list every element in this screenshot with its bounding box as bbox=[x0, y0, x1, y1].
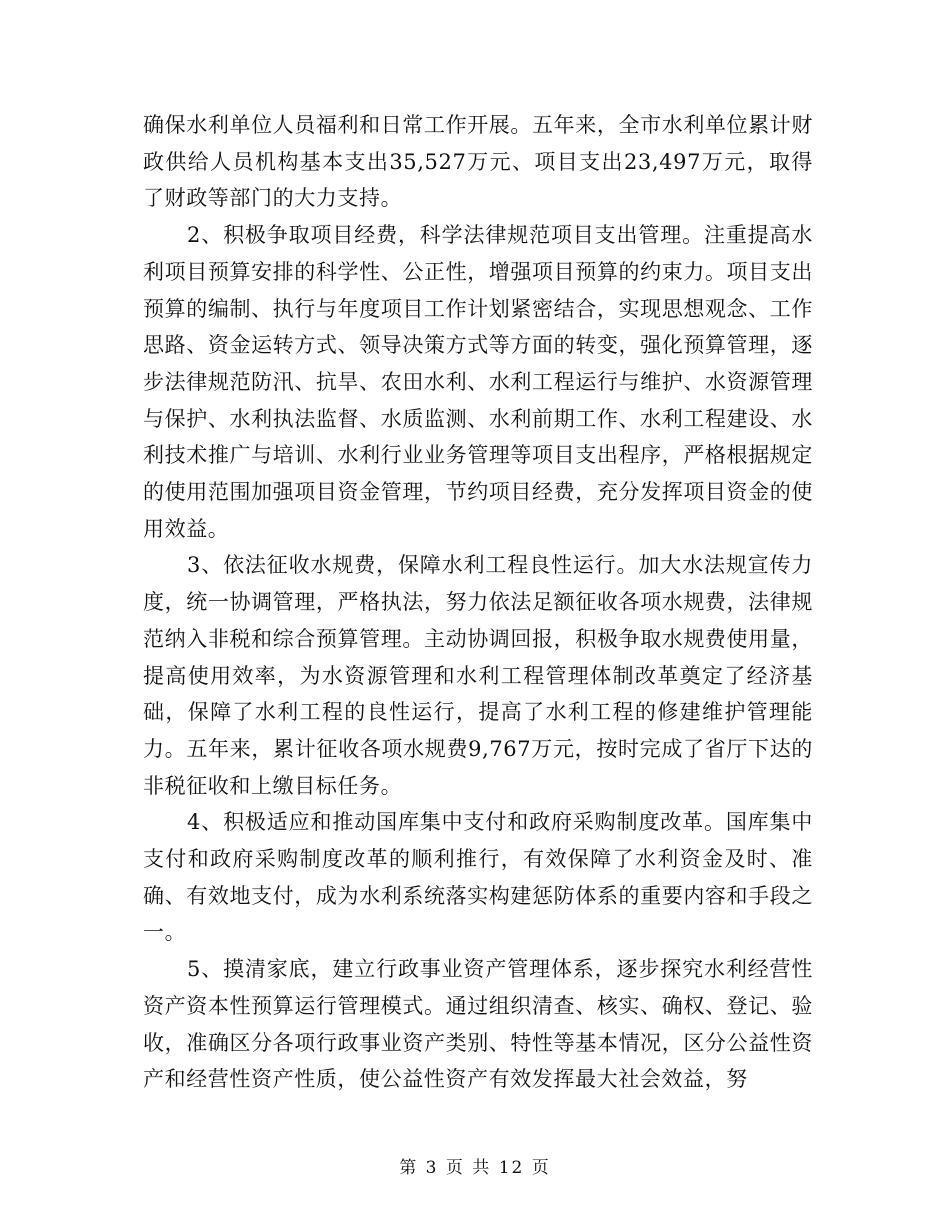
footer-middle: 页 共 bbox=[445, 1158, 492, 1178]
paragraph-continuation: 确保水利单位人员福利和日常工作开展。五年来，全市水利单位累计财政供给人员机构基本支出35,527万元、项目支出23,497万元，取得了财政等部门的大力支持。 bbox=[143, 113, 813, 211]
document-body bbox=[143, 107, 813, 1098]
footer-current-page: 3 bbox=[425, 1158, 439, 1178]
footer-suffix: 页 bbox=[531, 1158, 551, 1178]
paragraph-item-4: 4、积极适应和推动国库集中支付和政府采购制度改革。国库集中支付和政府采购制度改革的顺利推行，有效保障了水利资金及时、准确、有效地支付，成为水利系统落实构建惩防体系的重要内容和手段之一。 bbox=[143, 810, 813, 945]
paragraph-item-2: 2、积极争取项目经费，科学法律规范项目支出管理。注重提高水利项目预算安排的科学性、公正性，增强项目预算的约束力。项目支出预算的编制、执行与年度项目工作计划紧密结合，实现思想观念、工作思路、资金运转方式、领导决策方式等方面的转变，强化预算管理，逐步法律规范防汛、抗旱、农田水利、水利工程运行与维护、水资源管理与保护、水利执法监督、水质监测、水利前期工作、水利工程建设、水利技术推广与培训、水利行业业务管理等项目支出程序，严格根据规定的使用范围加强项目资金管理，节约项目经费，充分发挥项目资金的使用效益。 bbox=[143, 223, 813, 541]
footer-prefix: 第 bbox=[399, 1158, 419, 1178]
footer-total-pages: 12 bbox=[498, 1158, 525, 1178]
paragraph-item-3: 3、依法征收水规费，保障水利工程良性运行。加大水法规宣传力度，统一协调管理，严格执法，努力依法足额征收各项水规费，法律规范纳入非税和综合预算管理。主动协调回报，积极争取水规费使用量，提高使用效率，为水资源管理和水利工程管理体制改革奠定了经济基础，保障了水利工程的良性运行，提高了水利工程的修建维护管理能力。五年来，累计征收各项水规费9,767万元，按时完成了省厅下达的非税征收和上缴目标任务。 bbox=[143, 553, 813, 798]
paragraph-item-5: 5、摸清家底，建立行政事业资产管理体系，逐步探究水利经营性资产资本性预算运行管理模式。通过组织清查、核实、确权、登记、验收，准确区分各项行政事业资产类别、特性等基本情况，区分公益性资产和经营性资产性质，使公益性资产有效发挥最大社会效益，努 bbox=[143, 957, 813, 1092]
page-footer bbox=[0, 1153, 950, 1178]
